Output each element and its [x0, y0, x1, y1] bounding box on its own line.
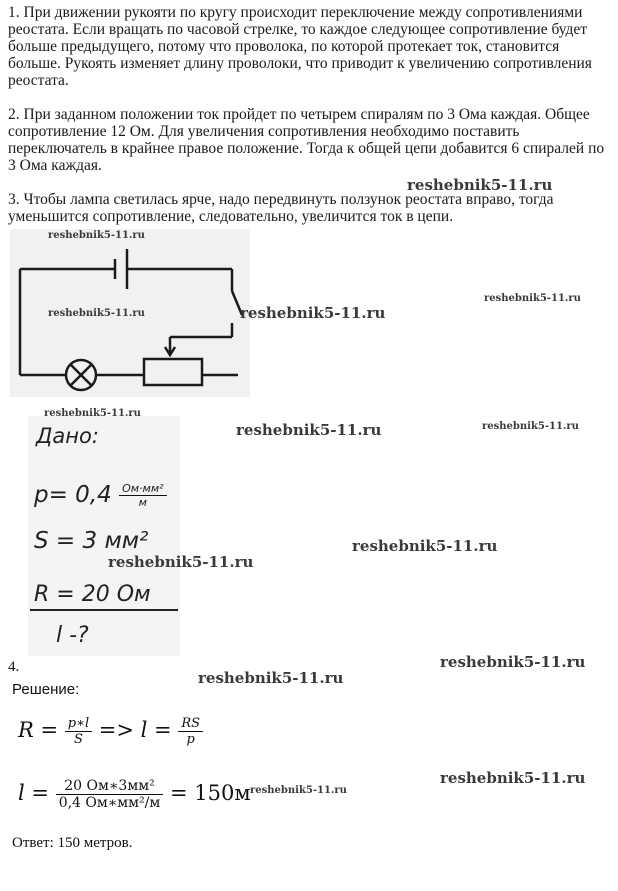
watermark: reshebnik5-11.ru — [44, 408, 141, 419]
watermark: reshebnik5-11.ru — [440, 769, 586, 787]
paragraph-3: 3. Чтобы лампа светилась ярче, надо передвинуть ползунок реостата вправо, тогда уменьшится сопротивление, следовательно, увеличится ток в цепи. — [8, 191, 554, 225]
watermark: reshebnik5-11.ru — [482, 421, 579, 432]
watermark: reshebnik5-11.ru — [48, 230, 145, 241]
watermark: reshebnik5-11.ru — [48, 308, 145, 319]
given-data-photo — [28, 416, 180, 656]
watermark: reshebnik5-11.ru — [352, 537, 498, 555]
formula-2: l = $\frac{\text{20 Ом∗3мм²}}{\text{0,4 Ом∗мм²/м}}$ = 150м — [18, 778, 251, 811]
formula-1: R = $\frac{p∗l}{S}$ => l = $\frac{RS}{p}$ — [18, 716, 203, 747]
watermark: reshebnik5-11.ru — [440, 653, 586, 671]
task-4-number: 4. — [8, 659, 20, 675]
watermark: reshebnik5-11.ru — [236, 421, 382, 439]
watermark: reshebnik5-11.ru — [484, 293, 581, 304]
given-find: l -? — [56, 623, 89, 648]
given-area: S = 3 мм² — [34, 528, 149, 554]
watermark: reshebnik5-11.ru — [108, 553, 254, 571]
solution-label: Решение: — [12, 681, 80, 698]
paragraph-1: 1. При движении рукояти по кругу происходит переключение между сопротивлениями реостата. Если вращать по часовой стрелке, то каждое следующее сопротивление будет больше предыдущего, потому что проволока, по которой протекает ток, становится больше. Рукоять изменяет длину проволоки, что приводит к увеличению сопротивления реостата. — [8, 4, 592, 89]
watermark: reshebnik5-11.ru — [407, 176, 553, 194]
answer-text: Ответ: 150 метров. — [12, 835, 133, 851]
given-divider — [30, 609, 178, 611]
watermark: reshebnik5-11.ru — [250, 785, 347, 796]
paragraph-2: 2. При заданном положении ток пройдет по четырем спиралям по 3 Ома каждая. Общее сопротивление 12 Ом. Для увеличения сопротивления необходимо поставить переключатель в крайнее правое положение. Тогда к общей цепи добавится 6 спиралей по 3 Ома каждая. — [8, 106, 605, 174]
watermark: reshebnik5-11.ru — [198, 669, 344, 687]
watermark: reshebnik5-11.ru — [240, 304, 386, 322]
given-resistance: R = 20 Ом — [34, 582, 151, 607]
given-rho: p= 0,4 $\frac{\text{Ом·мм²}}{м}$ — [34, 482, 167, 509]
given-title: Дано: — [36, 424, 99, 448]
